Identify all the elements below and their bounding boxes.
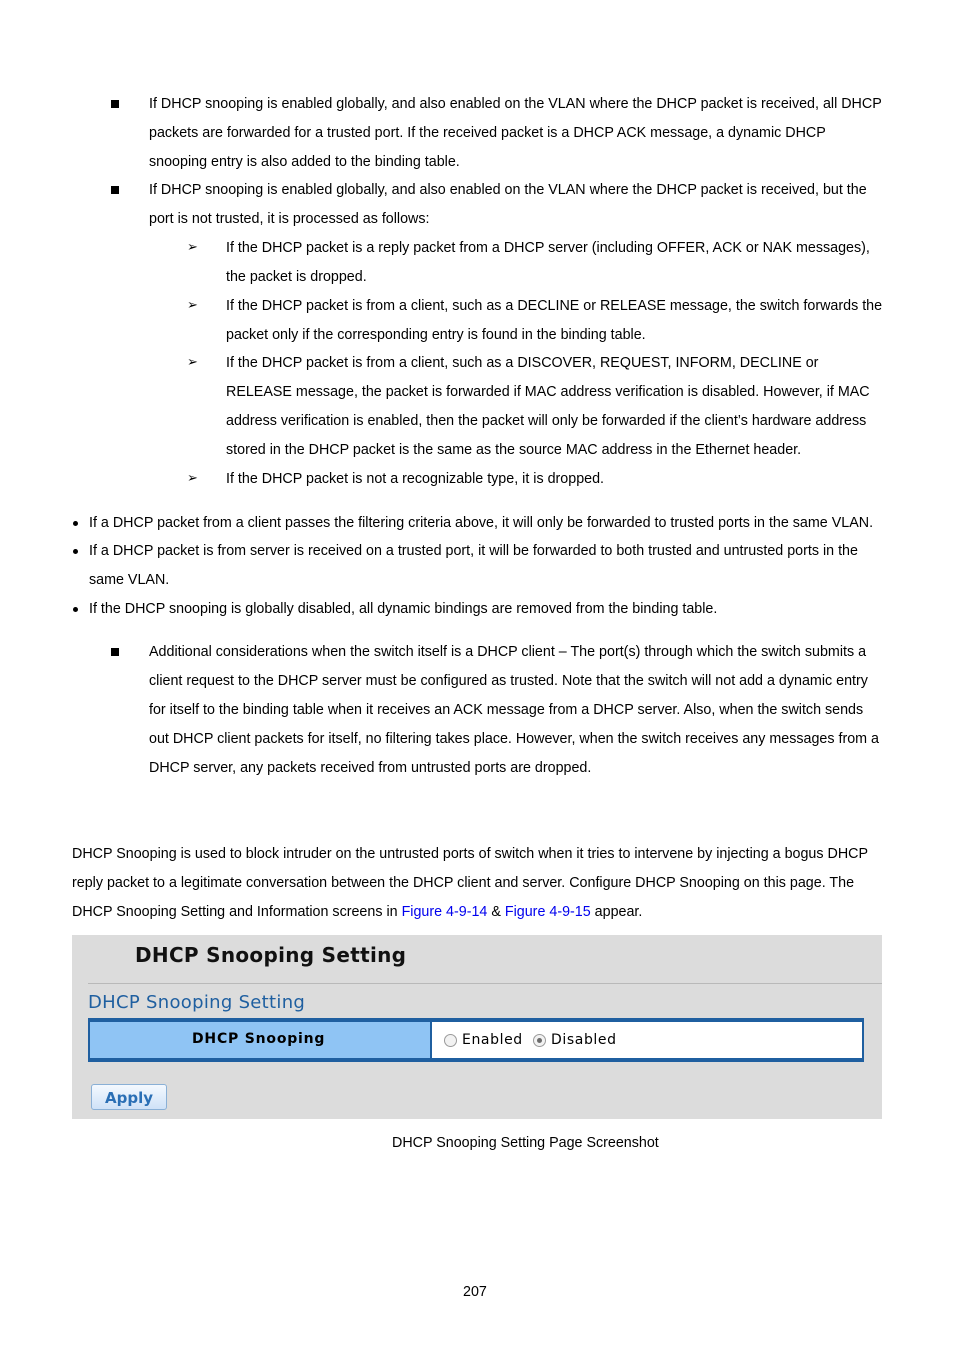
page-number: 207	[463, 1284, 487, 1300]
figure-caption: DHCP Snooping Setting Page Screenshot	[392, 1135, 659, 1151]
enabled-radio[interactable]	[444, 1034, 457, 1047]
arrow-bullet-icon: ➢	[187, 240, 198, 255]
text-line: reply packet to a legitimate conversation between the DHCP client and server. Configure DHCP Snooping on this page. The	[72, 875, 855, 891]
dot-bullet-icon	[73, 607, 78, 612]
text-line: packet only if the corresponding entry is found in the binding table.	[226, 327, 646, 343]
text-line: DHCP Snooping is used to block intruder on the untrusted ports of switch when it tries to intervene by injecting a bogus DHCP	[72, 846, 869, 862]
square-bullet-icon	[111, 100, 119, 108]
text-line: out DHCP client packets for itself, no filtering takes place. However, when the switch receives any messages from a	[149, 731, 879, 747]
page-title: DHCP Snooping Setting	[135, 943, 407, 967]
arrow-bullet-icon: ➢	[187, 355, 198, 370]
text-line: If DHCP snooping is enabled globally, and also enabled on the VLAN where the DHCP packet is received, all DHCP	[149, 96, 882, 112]
dot-bullet-icon	[73, 549, 78, 554]
settings-table	[88, 1018, 864, 1062]
section-title: DHCP Snooping Setting	[88, 992, 306, 1013]
text-line: port is not trusted, it is processed as follows:	[149, 211, 430, 227]
text-line: If a DHCP packet from a client passes the filtering criteria above, it will only be forwarded to trusted ports in the same VLAN.	[89, 515, 874, 531]
figure-link-4-9-14[interactable]: Figure 4-9-14	[401, 904, 488, 920]
text-line: client request to the DHCP server must be configured as trusted. Note that the switch will not add a dynamic entry	[149, 673, 868, 689]
text-span: &	[487, 904, 505, 920]
apply-button[interactable]: Apply	[91, 1084, 167, 1110]
text-span: appear.	[590, 904, 643, 920]
text-line: If the DHCP packet is from a client, such as a DISCOVER, REQUEST, INFORM, DECLINE or	[226, 355, 819, 371]
text-line: If the DHCP packet is from a client, such as a DECLINE or RELEASE message, the switch forwards the	[226, 298, 883, 314]
enabled-label[interactable]: Enabled	[462, 1032, 523, 1048]
text-line: If the DHCP packet is not a recognizable type, it is dropped.	[226, 471, 605, 487]
disabled-label[interactable]: Disabled	[551, 1032, 617, 1048]
divider	[88, 983, 882, 984]
text-line: the packet is dropped.	[226, 269, 367, 285]
field-label-cell	[90, 1022, 430, 1058]
text-line: DHCP server, any packets received from untrusted ports are dropped.	[149, 760, 592, 776]
text-line: stored in the DHCP packet is the same as the source MAC address in the Ethernet header.	[226, 442, 802, 458]
text-line: If a DHCP packet is from server is received on a trusted port, it will be forwarded to both trusted and untrusted ports in the	[89, 543, 858, 559]
text-line: same VLAN.	[89, 572, 170, 588]
text-line: packets are forwarded for a trusted port. If the received packet is a DHCP ACK message, a dynamic DHCP	[149, 125, 826, 141]
field-label: DHCP Snooping	[192, 1031, 326, 1047]
text-line: If DHCP snooping is enabled globally, and also enabled on the VLAN where the DHCP packet is received, but the	[149, 182, 867, 198]
square-bullet-icon	[111, 648, 119, 656]
text-line: RELEASE message, the packet is forwarded if MAC address verification is disabled. However, if MAC	[226, 384, 870, 400]
text-line: If the DHCP packet is a reply packet from a DHCP server (including OFFER, ACK or NAK messages),	[226, 240, 870, 256]
field-value-cell	[432, 1022, 862, 1058]
text-line: address verification is enabled, then the packet will only be forwarded if the client’s hardware address	[226, 413, 867, 429]
square-bullet-icon	[111, 186, 119, 194]
text-span: DHCP Snooping Setting and Information screens in	[72, 904, 402, 920]
arrow-bullet-icon: ➢	[187, 298, 198, 313]
text-line: for itself to the binding table when it receives an ACK message from a DHCP server. Also, when the switch sends	[149, 702, 864, 718]
text-line: Additional considerations when the switch itself is a DHCP client – The port(s) through which the switch submits a	[149, 644, 867, 660]
text-line	[72, 903, 642, 921]
dot-bullet-icon	[73, 521, 78, 526]
dhcp-snooping-screenshot	[72, 935, 882, 1119]
text-line: snooping entry is also added to the binding table.	[149, 154, 460, 170]
disabled-radio[interactable]	[533, 1034, 546, 1047]
text-line: If the DHCP snooping is globally disabled, all dynamic bindings are removed from the binding table.	[89, 601, 718, 617]
figure-link-4-9-15[interactable]: Figure 4-9-15	[504, 904, 591, 920]
arrow-bullet-icon: ➢	[187, 471, 198, 486]
